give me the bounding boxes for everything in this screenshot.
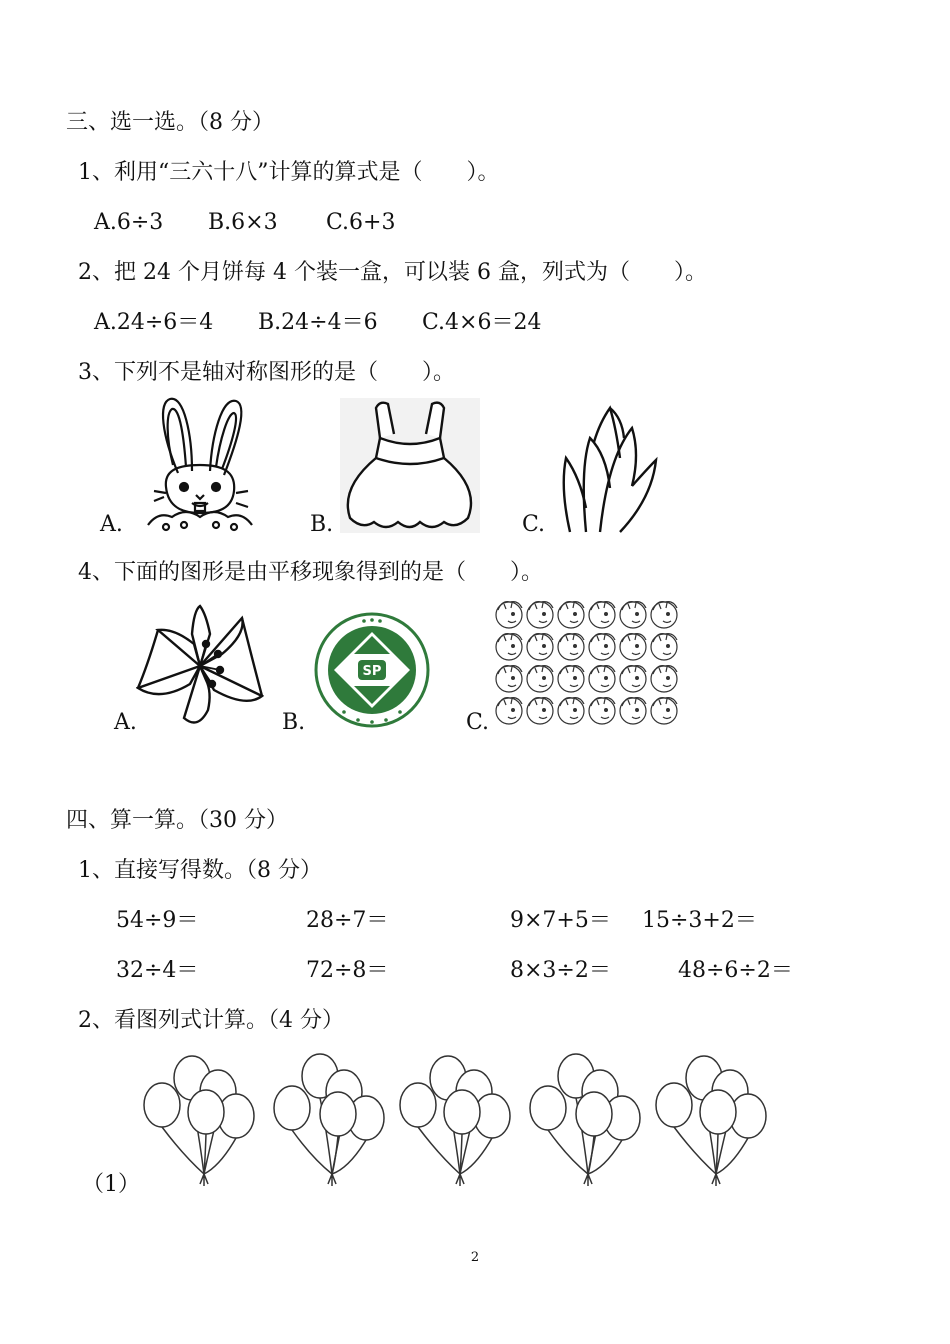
calc-q2-stem: 2、看图列式计算。（4 分） — [78, 1008, 344, 1033]
balloon-bunch — [144, 1056, 254, 1186]
balloon-bunch — [400, 1056, 510, 1186]
pattern-face — [496, 634, 522, 660]
pattern-face — [527, 602, 553, 628]
q4-option-a: A. — [114, 710, 137, 735]
balloon-bunch — [274, 1054, 384, 1186]
pattern-face — [558, 634, 584, 660]
pattern-face — [589, 602, 615, 628]
calc-item: 9×7+5＝ — [510, 908, 611, 933]
face-pattern-picture — [494, 598, 680, 728]
pattern-face — [589, 698, 615, 724]
pattern-face — [651, 602, 677, 628]
calc-item: 48÷6÷2＝ — [678, 958, 793, 983]
q4-option-b: B. — [282, 710, 306, 735]
q3-stem: 3、下列不是轴对称图形的是（ ）。 — [78, 360, 455, 385]
q1-stem: 1、利用“三六十八”计算的算式是（ ）。 — [78, 160, 500, 185]
page-number: 2 — [470, 1250, 480, 1265]
pattern-face — [527, 634, 553, 660]
pattern-face — [589, 634, 615, 660]
q2-option-c: C.4×6＝24 — [422, 310, 542, 335]
flower-picture — [136, 604, 264, 730]
pattern-face — [651, 666, 677, 692]
pattern-face — [496, 698, 522, 724]
calc-item: 15÷3+2＝ — [642, 908, 757, 933]
rabbit-picture — [140, 395, 260, 533]
pattern-face — [651, 698, 677, 724]
q4-stem: 4、下面的图形是由平移现象得到的是（ ）。 — [78, 560, 543, 585]
balloon-bunch — [530, 1054, 640, 1186]
svg-text:SP: SP — [362, 664, 382, 679]
pattern-face — [527, 666, 553, 692]
calc-q1-stem: 1、直接写得数。（8 分） — [78, 858, 322, 883]
bamboo-shoot-picture — [560, 398, 660, 533]
pattern-face — [589, 666, 615, 692]
pattern-face — [620, 634, 646, 660]
pattern-face — [527, 698, 553, 724]
calc-item: 28÷7＝ — [306, 908, 389, 933]
sub-question-label: （1） — [82, 1172, 140, 1197]
calc-item: 72÷8＝ — [306, 958, 389, 983]
pattern-face — [620, 666, 646, 692]
balloon-bunches-picture — [140, 1050, 790, 1190]
pattern-face — [496, 666, 522, 692]
pattern-face — [620, 602, 646, 628]
round-logo-picture — [314, 612, 430, 728]
pattern-face — [558, 602, 584, 628]
pattern-face — [496, 602, 522, 628]
balloon-bunch — [656, 1056, 766, 1186]
q1-option-b: B.6×3 — [208, 210, 278, 235]
pattern-face — [558, 666, 584, 692]
q3-option-b: B. — [310, 512, 334, 537]
pattern-face — [651, 634, 677, 660]
q2-option-a: A.24÷6＝4 — [94, 310, 214, 335]
q2-option-b: B.24÷4＝6 — [258, 310, 378, 335]
calc-item: 8×3÷2＝ — [510, 958, 611, 983]
q1-option-c: C.6+3 — [326, 210, 396, 235]
q3-option-c: C. — [522, 512, 546, 537]
pattern-face — [558, 698, 584, 724]
section4-heading: 四、算一算。（30 分） — [66, 808, 288, 833]
calc-item: 32÷4＝ — [116, 958, 199, 983]
pattern-face — [620, 698, 646, 724]
q4-option-c: C. — [466, 710, 490, 735]
q3-option-a: A. — [100, 512, 123, 537]
q2-stem: 2、把 24 个月饼每 4 个装一盒，可以装 6 盒，列式为（ ）。 — [78, 260, 707, 285]
calc-item: 54÷9＝ — [116, 908, 199, 933]
dress-picture — [340, 398, 480, 533]
section3-heading: 三、选一选。（8 分） — [66, 110, 274, 135]
q1-option-a: A.6÷3 — [94, 210, 164, 235]
